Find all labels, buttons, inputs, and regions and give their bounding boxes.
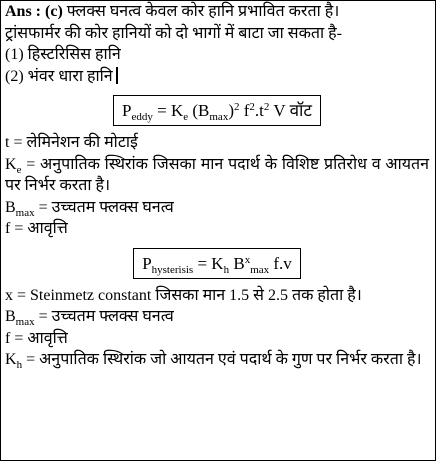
hysteresis-formula-row — [5, 248, 429, 279]
answer-prefix: Ans : (c) — [5, 3, 63, 20]
eddy-formula-row — [5, 95, 429, 126]
definition-f: f = आवृत्ति — [5, 220, 68, 237]
definition-kh: $K_h$ = अनुपातिक स्थिरांक जो आयतन एवं पदार्थ के गुण पर निर्भर करता है। — [5, 351, 422, 371]
list-item-eddy — [5, 66, 429, 88]
eddy-current-loss-formula: $P_{eddy} = K_e$ $(B_{max})^2$ $f^2.t^2$ V वॉट — [113, 95, 321, 126]
definition-t: t = लेमिनेशन की मोटाई — [5, 134, 138, 151]
answer-line — [5, 1, 429, 23]
list-item-eddy-label: (2) भंवर धारा हानि — [5, 67, 113, 85]
definition-bmax: $B_{max}$ = उच्चतम फ्लक्स घनत्व — [5, 198, 174, 219]
definition-ke: $K_e$ = अनुपातिक स्थिरांक जिसका मान पदार्थ के विशिष्ट प्रतिरोध व आयतन पर निर्भर करता है। — [5, 155, 429, 194]
list-item-hysteresis: (1) हिस्टरिसिस हानि — [5, 46, 121, 63]
text-cursor — [116, 67, 118, 84]
definition-bmax-2: $B_{max}$ = उच्चतम फ्लक्स घनत्व — [5, 308, 174, 328]
definition-x: x = Steinmetz constant जिसका मान 1.5 से 2.5 तक होता है। — [5, 286, 362, 304]
hysteresis-loss-formula: $P_{hysterisis} = K_h$ $B^x_{max}$ f.v — [133, 248, 301, 279]
intro-text: ट्रांसफार्मर की कोर हानियों को दो भागों में बाटा जा सकता है- — [5, 24, 342, 42]
answer-statement: फ्लक्स घनत्व केवल कोर हानि प्रभावित करता है। — [62, 3, 340, 20]
definition-f-2: f = आवृत्ति — [5, 329, 68, 347]
